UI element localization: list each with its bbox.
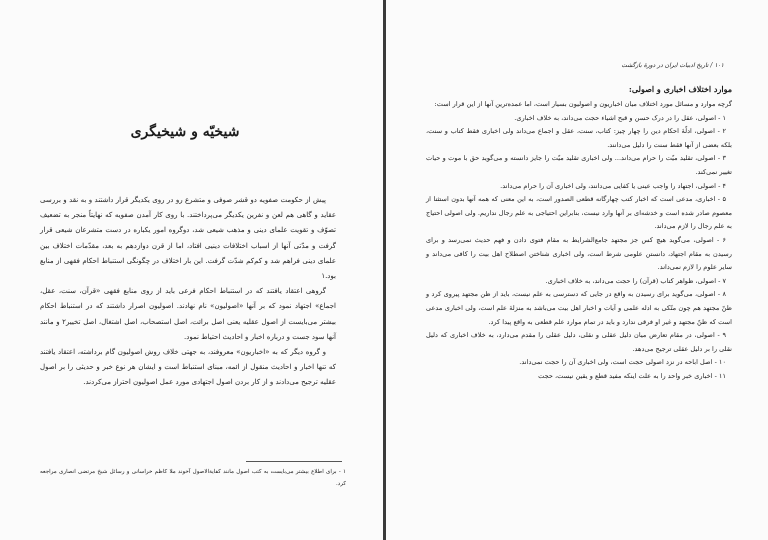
list-item: ۴ - اصولی، اجتهاد را واجب عینی یا کفایی می‌دانند، ولی اخباری آن را حرام می‌داند. bbox=[500, 181, 726, 190]
left-paragraph: گروهی اعتقاد یافتند که در استنباط احکام فرعی باید از روی منابع فقهی «قرآن، سنت، عقل، اجماع» اجتهاد نمود که بر آنها «اصولیون» نام نهادند. اصولیون اصرار داشتند که در استنباط احکام بیشتر می‌بایست از اصول عقلیه یعنی اصل برائت، اصل استصحاب، اصل اشتغال، اصل تخییر۲ و مانند آنها سود جست و درباره اخبار و احادیث احتیاط نمود. bbox=[40, 287, 337, 341]
left-paragraph: پیش از حکومت صفویه دو قشر صوفی و متشرع رو در روی یکدیگر قرار داشتند و به نقد و بررسی عقاید و گاهی هم لعن و نفرین یکدیگر می‌پرداختند. با روی کار آمدن صفویه که نهایتاً منجر به تضعیف تصوّف و تقویت علمای دینی و مذهب شیعی شد، دوگروه امور یکباره در دست متشرعان شیعی قرار گرفت و مدّتی آنها از اسباب اختلافات دینیی افتاد، اما از قرن دوازدهم به بعد، مقدّمات اختلاف بین علمای دینی فراهم شد و کم‌کم شدّت گرفت. این بار اختلاف در چگونگی استنباط احکام فقهی از منابع بود.۱ bbox=[40, 196, 336, 281]
list-item: ۹ - اصولی، در مقام تعارض میان دلیل عقلی و نقلی، دلیل عقلی را مقدم می‌دارد، به خلاف اخباری که دلیل نقلی را بر دلیل عقلی ترجیح می‌دهد. bbox=[426, 331, 732, 353]
list-item: ۶ - اصولی، می‌گوید هیچ کس جز مجتهد جامع‌الشرایط به مقام فتوی دادن و فهم حدیث نمی‌رسد و برای رسیدن به مقام اجتهاد، دانستن علومی شرط است، ولی اخباری شناختن اصطلاح اهل بیت را کافی می‌داند و سایر علوم را لازم نمی‌داند. bbox=[426, 235, 732, 272]
right-page bbox=[386, 0, 768, 540]
list-item: ۱۰ - اصل اباحه در نزد اصولی حجت است، ولی اخباری آن را حجت نمی‌داند. bbox=[519, 358, 726, 367]
list-item: ۸ - اصولی، می‌گوید برای رسیدن به واقع در جایی که دسترسی به علم نیست، باید از ظن مجتهد پیروی کرد و ظنّ مجتهد هم چون متّکی به ادله علمی و آیات و اخبار اهل بیت می‌باشد به منزلهٔ علم است، ولی اخباری مدعی است که ظنّ مجتهد و غیر او فرقی ندارد و باید در تمام موارد علم قطعی به واقع پیدا کرد. bbox=[426, 290, 732, 326]
left-paragraph: و گروه دیگر که به «اخباریون» معروفند، به جهتی خلاف روش اصولیون گام برداشته، اعتقاد یافتند که تنها اخبار و احادیث منقول از ائمه، مبنای استنباط است و ایشان هر نوع خبر و حدیثی را بر اصول عقلیه ترجیح می‌دادند و از کار بردن اصول اجتهادی مورد عمل اصولیون احتراز می‌کردند. bbox=[40, 348, 336, 387]
list-item: ۱۱ - اخباری خبر واحد را به علت اینکه مفید قطع و یقین نیست، حجت bbox=[538, 371, 726, 380]
list-item: ۲ - اصولی، ادلّهٔ احکام دین را چهار چیز: کتاب، سنت، عقل و اجماع می‌داند ولی اخباری فقط کتاب و سنت، بلکه بعضی از آنها فقط سنت را دلیل می‌دانند. bbox=[426, 127, 732, 149]
list-item: ۳ - اصولی، تقلید میّت را حرام می‌داند... ولی اخباری تقلید میّت را جایز دانسته و می‌گوید حق با موت و حیات تغییر نمی‌کند. bbox=[426, 154, 732, 176]
list-item: ۵ - اخباری، مدعی است که اخبار کتب چهارگانه قطعی الصدور است، به این معنی که همه آنها بدون استثنا از معصوم صادر شده است و خدشه‌ای بر آنها وارد نیست، بنابراین احتیاجی به علم رجال نداریم. ولی اصولی احتیاج به علم رجال را لازم می‌داند. bbox=[426, 195, 732, 231]
intro-paragraph: گرچه موارد و مسائل مورد اختلاف میان اخباریون و اصولیون بسیار است، اما عمده‌ترین آنها از این قرار است: bbox=[434, 100, 732, 108]
chapter-title: شیخیّه و شیخیگری bbox=[130, 124, 240, 140]
list-item: ۱ - اصولی، عقل را در درک حسن و قبح اشیاء حجت می‌داند، به خلاف اخباری. bbox=[514, 113, 726, 122]
list-item: ۷ - اصولی، ظواهر کتاب (قرآن) را حجت می‌داند، به خلاف اخباری. bbox=[545, 276, 726, 285]
left-page bbox=[0, 0, 383, 540]
right-body-text bbox=[426, 98, 732, 383]
section-heading: موارد اختلاف اخباری و اصولی: bbox=[628, 84, 732, 94]
footnote: ۱ - برای اطلاع بیشتر می‌بایست به کتب اصول مانند کفایة‌الاصول آخوند ملا کاظم خراسانی و رسائل شیخ مرتضی انصاری مراجعه کرد. bbox=[40, 469, 346, 487]
footnote-divider bbox=[246, 461, 342, 462]
running-head: ۱۰۱ / تاریخ ادبیات ایران در دورهٔ بازگشت bbox=[621, 62, 724, 69]
left-body-text bbox=[40, 193, 336, 391]
